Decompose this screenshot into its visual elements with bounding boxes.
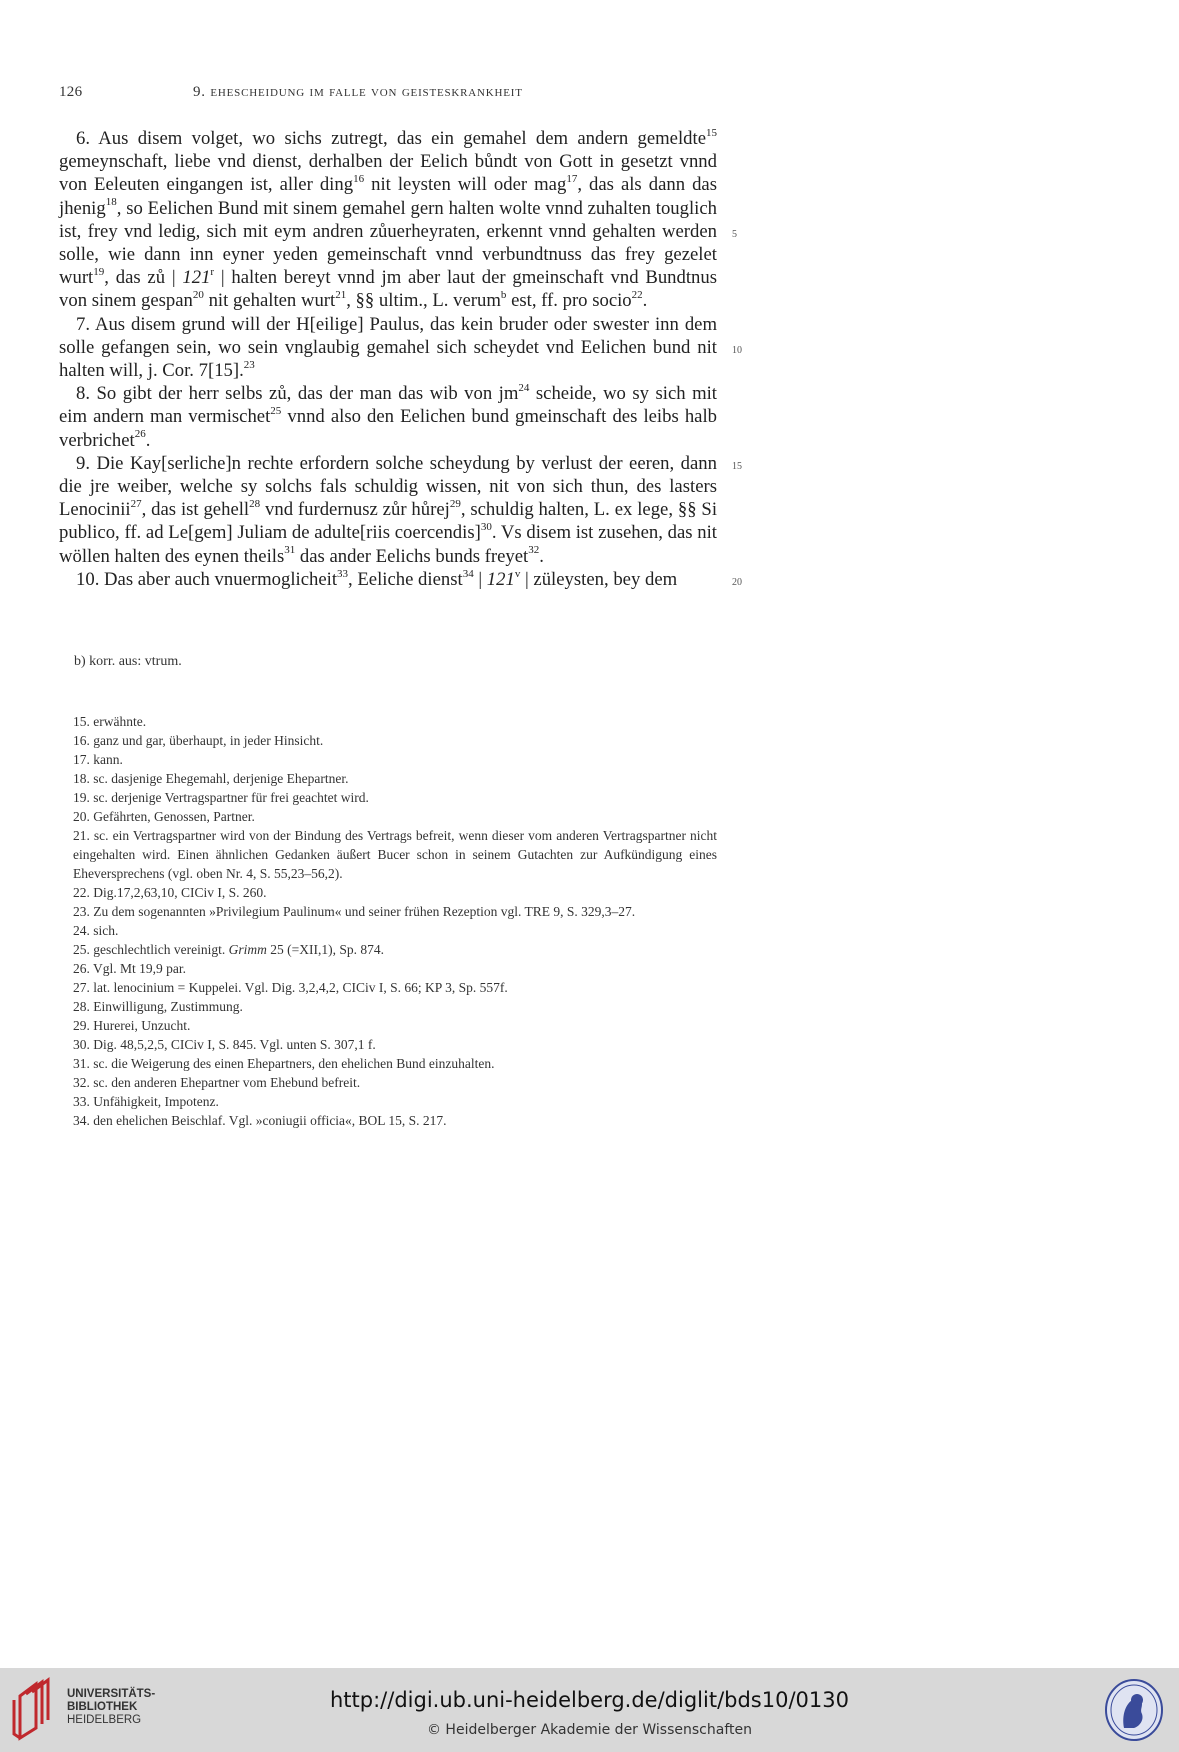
footnote: 17. kann. — [73, 752, 123, 767]
footnote: 30. Dig. 48,5,2,5, CICiv I, S. 845. Vgl. unten S. 307,1 f. — [73, 1037, 376, 1052]
line-number: 20 — [732, 577, 742, 588]
library-name-line: HEIDELBERG — [67, 1714, 142, 1726]
footnote: 22. Dig.17,2,63,10, CICiv I, S. 260. — [73, 885, 267, 900]
footnote: 23. Zu dem sogenannten »Privilegium Paulinum« und seiner frühen Rezeption vgl. TRE 9, S. 329,3–27. — [73, 904, 636, 919]
footnote-italic: Grimm — [228, 942, 267, 957]
footnote: 18. sc. dasjenige Ehegemahl, derjenige Ehepartner. — [73, 771, 349, 786]
line-number: 10 — [732, 345, 742, 356]
footnote: 15. erwähnte. — [73, 714, 147, 729]
paragraph-6: 6. Aus disem volget, wo sichs zutregt, das ein gemahel dem andern gemeldte$^{15}$ gemeynschaft, liebe vnd dienst, derhalben der Eelich bůndt von Gott in gesetzt vnnd von Eeleuten eingangen ist, aller ding$^{16}$ nit leysten will oder mag$^{17}$, das als dann das jhenig$^{18}$, so Eelichen Bund mit sinem gemahel gern halten wolte vnnd zuhalten touglich ist, frey vnd ledig, sich mit eym andren zůuerheyraten, erkennt vnnd gehalten werden solle, wie dann inn eyner yeden gemeinschaft vnnd verbundtnuss das frey gezelet wurt$^{19}$, das zů | 121$^r$ | halten bereyt vnnd jm aber laut der gmeinschaft vnd Bundtnus von sinem gespan$^{20}$ nit gehalten wurt$^{21}$, §§ ultim., L. verum$^b$ est, ff. pro socio$^{22}$. — [59, 126, 717, 312]
footnote: 33. Unfähigkeit, Impotenz. — [73, 1094, 219, 1109]
main-text — [59, 127, 717, 591]
footnote-text: 25. geschlechtlich vereinigt. — [73, 942, 229, 957]
footnote: 20. Gefährten, Genossen, Partner. — [73, 809, 255, 824]
library-name-line: UNIVERSITÄTS- — [67, 1688, 156, 1700]
paragraph-10: 10. Das aber auch vnuermoglicheit$^{33}$, Eeliche dienst$^{34}$ | 121$^v$ | züleysten, bey dem — [76, 567, 678, 590]
footnote: 32. sc. den anderen Ehepartner vom Ehebund befreit. — [73, 1075, 361, 1090]
paragraph-7: 7. Aus disem grund will der H[eilige] Paulus, das kein bruder oder swester inn dem solle gefangen sein, wo sein vnglaubig gemahel sich scheydet vnd Eelichen bund nit halten will, j. Cor. 7[15].$^{23}$ — [59, 313, 717, 382]
footnote: 28. Einwilligung, Zustimmung. — [73, 999, 243, 1014]
critical-apparatus-note: b) korr. aus: vtrum. — [74, 654, 182, 669]
footnote: 16. ganz und gar, überhaupt, in jeder Hinsicht. — [73, 733, 324, 748]
chapter-title: 9. ehescheidung im falle von geisteskrankheit — [193, 84, 523, 100]
page-number: 126 — [59, 84, 83, 100]
footer-bar — [0, 1668, 1179, 1752]
footnote: 27. lat. lenocinium = Kuppelei. Vgl. Dig. 3,2,4,2, CICiv I, S. 66; KP 3, Sp. 557f. — [73, 980, 508, 995]
footnote — [59, 940, 717, 959]
permalink-url[interactable]: http://digi.ub.uni-heidelberg.de/diglit/bds10/0130 — [330, 1688, 849, 1712]
running-head — [59, 84, 719, 101]
footnote-text: 25 (=XII,1), Sp. 874. — [266, 942, 384, 957]
copyright-notice: © Heidelberger Akademie der Wissenschaften — [426, 1722, 752, 1738]
footnote: 34. den ehelichen Beischlaf. Vgl. »coniugii officia«, BOL 15, S. 217. — [73, 1113, 447, 1128]
footnote: 31. sc. die Weigerung des einen Ehepartners, den ehelichen Bund einzuhalten. — [73, 1056, 495, 1071]
library-name-line: BIBLIOTHEK — [67, 1701, 138, 1713]
footnote: 26. Vgl. Mt 19,9 par. — [73, 961, 187, 976]
footnote: 21. sc. ein Vertragspartner wird von der Bindung des Vertrags befreit, wenn dieser vom anderen Vertragspartner nicht eingehalten wird. Einen ähnlichen Gedanken äußert Bucer schon in seinem Gutachten zur Aufkündigung eines Eheversprechens (vgl. oben Nr. 4, S. 55,23–56,2). — [73, 828, 717, 881]
line-number: 5 — [732, 229, 737, 240]
footnote: 29. Hurerei, Unzucht. — [73, 1018, 191, 1033]
footnotes — [59, 712, 717, 1130]
academy-seal-icon — [1104, 1678, 1164, 1742]
paragraph-8: 8. So gibt der herr selbs zů, das der man das wib von $jm^{24}$ scheide, wo sy sich mit eim andern man vermischet$^{25}$ vnnd also den Eelichen bund gmeinschaft des leibs halb verbrichet$^{26}$. — [59, 382, 717, 451]
footnote: 19. sc. derjenige Vertragspartner für frei geachtet wird. — [73, 790, 369, 805]
line-number: 15 — [732, 461, 742, 472]
footnote: 24. sich. — [73, 923, 119, 938]
paragraph-9: 9. Die Kay[serliche]n rechte erfordern solche scheydung by verlust der eeren, dann die jre weiber, welche sy solchs fals schuldig wissen, nit von sich thun, des lasters Lenocinii$^{27}$, das ist gehell$^{28}$ vnd furdernusz zůr hůrej$^{29}$, schuldig halten, L. ex lege, §§ Si publico, ff. ad Le[gem] Juliam de adulte[riis coercendis]$^{30}$. Vs disem ist zusehen, das nit wöllen halten des eynen theils$^{31}$ das ander Eelichs bunds freyet$^{32}$. — [59, 452, 718, 567]
